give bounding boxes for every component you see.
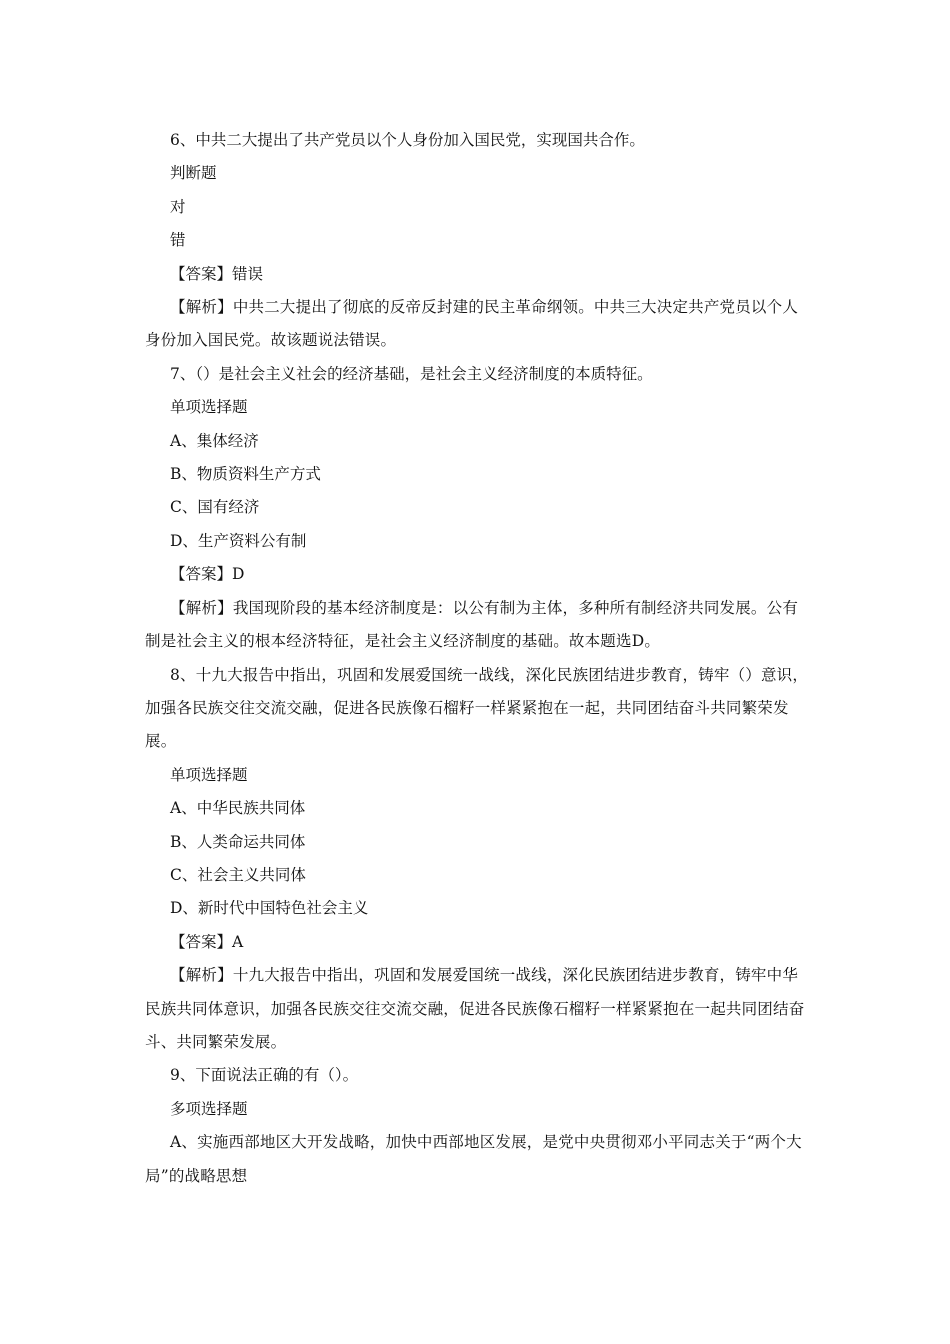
option-d: D、生产资料公有制 bbox=[170, 531, 307, 550]
question-7 bbox=[145, 358, 810, 659]
option-c: C、社会主义共同体 bbox=[170, 865, 306, 884]
analysis-paragraph bbox=[145, 592, 810, 659]
question-8 bbox=[145, 659, 810, 1060]
analysis-label: 【解析】 bbox=[170, 598, 233, 617]
question-6 bbox=[145, 124, 810, 358]
question-type: 判断题 bbox=[170, 164, 217, 183]
option-a: A、中华民族共同体 bbox=[170, 799, 306, 818]
analysis-paragraph bbox=[145, 959, 810, 1059]
analysis-paragraph bbox=[145, 291, 810, 358]
answer-label: 【答案】 bbox=[170, 264, 233, 283]
analysis-text: 我国现阶段的基本经济制度是：以公有制为主体，多种所有制经济共同发展。公有制是社会主义的根本经济特征，是社会主义经济制度的基础。故本题选D。 bbox=[145, 598, 799, 651]
answer-value: D bbox=[232, 565, 245, 584]
question-list bbox=[145, 124, 810, 1193]
answer-value: 错误 bbox=[232, 264, 264, 283]
option-a: A、实施西部地区大开发战略，加快中西部地区发展，是党中央贯彻邓小平同志关于“两个大局”的战略思想 bbox=[145, 1133, 802, 1185]
question-type: 单项选择题 bbox=[170, 765, 248, 784]
question-stem: 8、十九大报告中指出，巩固和发展爱国统一战线，深化民族团结进步教育，铸牢（）意识，加强各民族交往交流交融，促进各民族像石榴籽一样紧紧抱在一起，共同团结奋斗共同繁荣发展。 bbox=[145, 665, 809, 751]
question-9 bbox=[145, 1059, 810, 1193]
answer-value: A bbox=[232, 932, 244, 951]
answer-line bbox=[145, 258, 810, 291]
answer-label: 【答案】 bbox=[170, 565, 233, 584]
option-false: 错 bbox=[170, 231, 186, 250]
analysis-label: 【解析】 bbox=[170, 966, 233, 985]
option-d: D、新时代中国特色社会主义 bbox=[170, 899, 369, 918]
option-a: A、集体经济 bbox=[170, 431, 259, 450]
question-stem: 9、下面说法正确的有（）。 bbox=[170, 1066, 359, 1085]
question-stem: 7、（）是社会主义社会的经济基础，是社会主义经济制度的本质特征。 bbox=[170, 364, 653, 383]
analysis-label: 【解析】 bbox=[170, 298, 233, 317]
option-b: B、物质资料生产方式 bbox=[170, 465, 321, 484]
answer-line bbox=[145, 558, 810, 591]
option-true: 对 bbox=[170, 197, 186, 216]
analysis-text: 十九大报告中指出，巩固和发展爱国统一战线，深化民族团结进步教育，铸牢中华民族共同体意识，加强各民族交往交流交融，促进各民族像石榴籽一样紧紧抱在一起共同团结奋斗、共同繁荣发展。 bbox=[145, 966, 805, 1051]
option-b: B、人类命运共同体 bbox=[170, 832, 306, 851]
answer-line bbox=[145, 926, 810, 959]
answer-label: 【答案】 bbox=[170, 932, 233, 951]
question-type: 多项选择题 bbox=[170, 1099, 248, 1118]
option-c: C、国有经济 bbox=[170, 498, 260, 517]
question-stem: 6、中共二大提出了共产党员以个人身份加入国民党，实现国共合作。 bbox=[170, 131, 645, 149]
analysis-text: 中共二大提出了彻底的反帝反封建的民主革命纲领。中共三大决定共产党员以个人身份加入国民党。故该题说法错误。 bbox=[145, 298, 799, 350]
question-type: 单项选择题 bbox=[170, 398, 248, 417]
